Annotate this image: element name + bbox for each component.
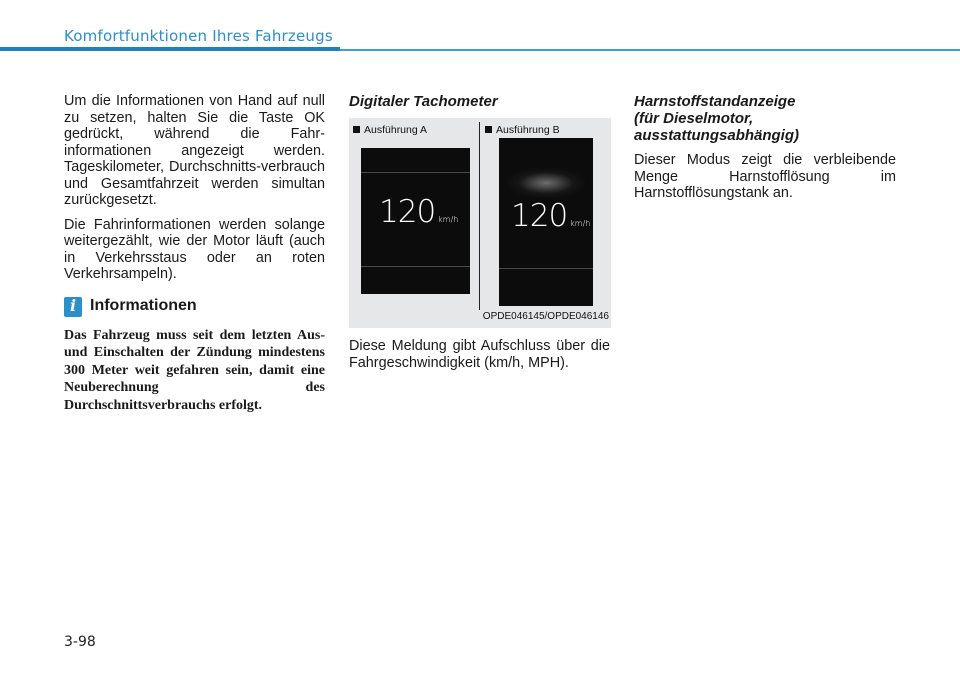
display-line xyxy=(499,268,593,269)
square-bullet-icon xyxy=(485,126,492,133)
speed-readout-a: 120 km/h xyxy=(379,194,459,230)
info-title: Informationen xyxy=(90,297,197,315)
column-middle xyxy=(349,93,610,379)
speed-readout-b: 120 km/h xyxy=(511,198,591,234)
speedometer-description: Diese Meldung gibt Aufschluss über die Fahrgeschwindigkeit (km/h, MPH). xyxy=(349,338,610,371)
display-glow xyxy=(507,168,585,198)
display-screen-b xyxy=(499,138,593,306)
paragraph-reset: Um die Informationen von Hand auf null zu setzen, halten Sie die Taste OK gedrückt, während die Fahr-informationen angezeigt werden. Tageskilometer, Durchschnitts-verbrauch und Gesamtfahrzeit werden simultan zurückgesetzt. xyxy=(64,93,325,208)
display-screen-a xyxy=(361,148,470,294)
display-line xyxy=(361,266,470,267)
figure-code: OPDE046145/OPDE046146 xyxy=(482,310,609,322)
display-line xyxy=(361,172,470,173)
page-number: 3-98 xyxy=(64,634,96,650)
square-bullet-icon xyxy=(353,126,360,133)
column-right xyxy=(634,93,896,210)
info-icon: i xyxy=(64,297,82,317)
urea-description: Dieser Modus zeigt die verbleibende Menge Harnstofflösung im Harnstofflösungstank an. xyxy=(634,152,896,201)
urea-title: Harnstoffstandanzeige (für Dieselmotor, ausstattungsabhängig) xyxy=(634,93,800,144)
section-title: Komfortfunktionen Ihres Fahrzeugs xyxy=(64,27,333,45)
header-bar-light xyxy=(340,49,960,51)
figure-label-b: Ausführung B xyxy=(485,122,560,139)
speedometer-title: Digitaler Tachometer xyxy=(349,93,498,110)
info-body: Das Fahrzeug muss seit dem letzten Aus- und Einschalten der Zündung mindestens 300 Meter weit gefahren sein, damit eine Neuberechnung des Durchschnittsverbrauchs erfolgt. xyxy=(64,327,325,413)
column-left xyxy=(64,93,325,422)
paragraph-counting: Die Fahrinformationen werden solange weitergezählt, wie der Motor läuft (auch in Verkehrsstaus oder an roten Verkehrsampeln). xyxy=(64,216,325,282)
header-bar-dark xyxy=(0,47,340,51)
figure-label-a: Ausführung A xyxy=(353,122,427,139)
speedometer-figure xyxy=(349,118,611,328)
figure-divider xyxy=(479,122,480,310)
info-heading xyxy=(64,297,325,317)
